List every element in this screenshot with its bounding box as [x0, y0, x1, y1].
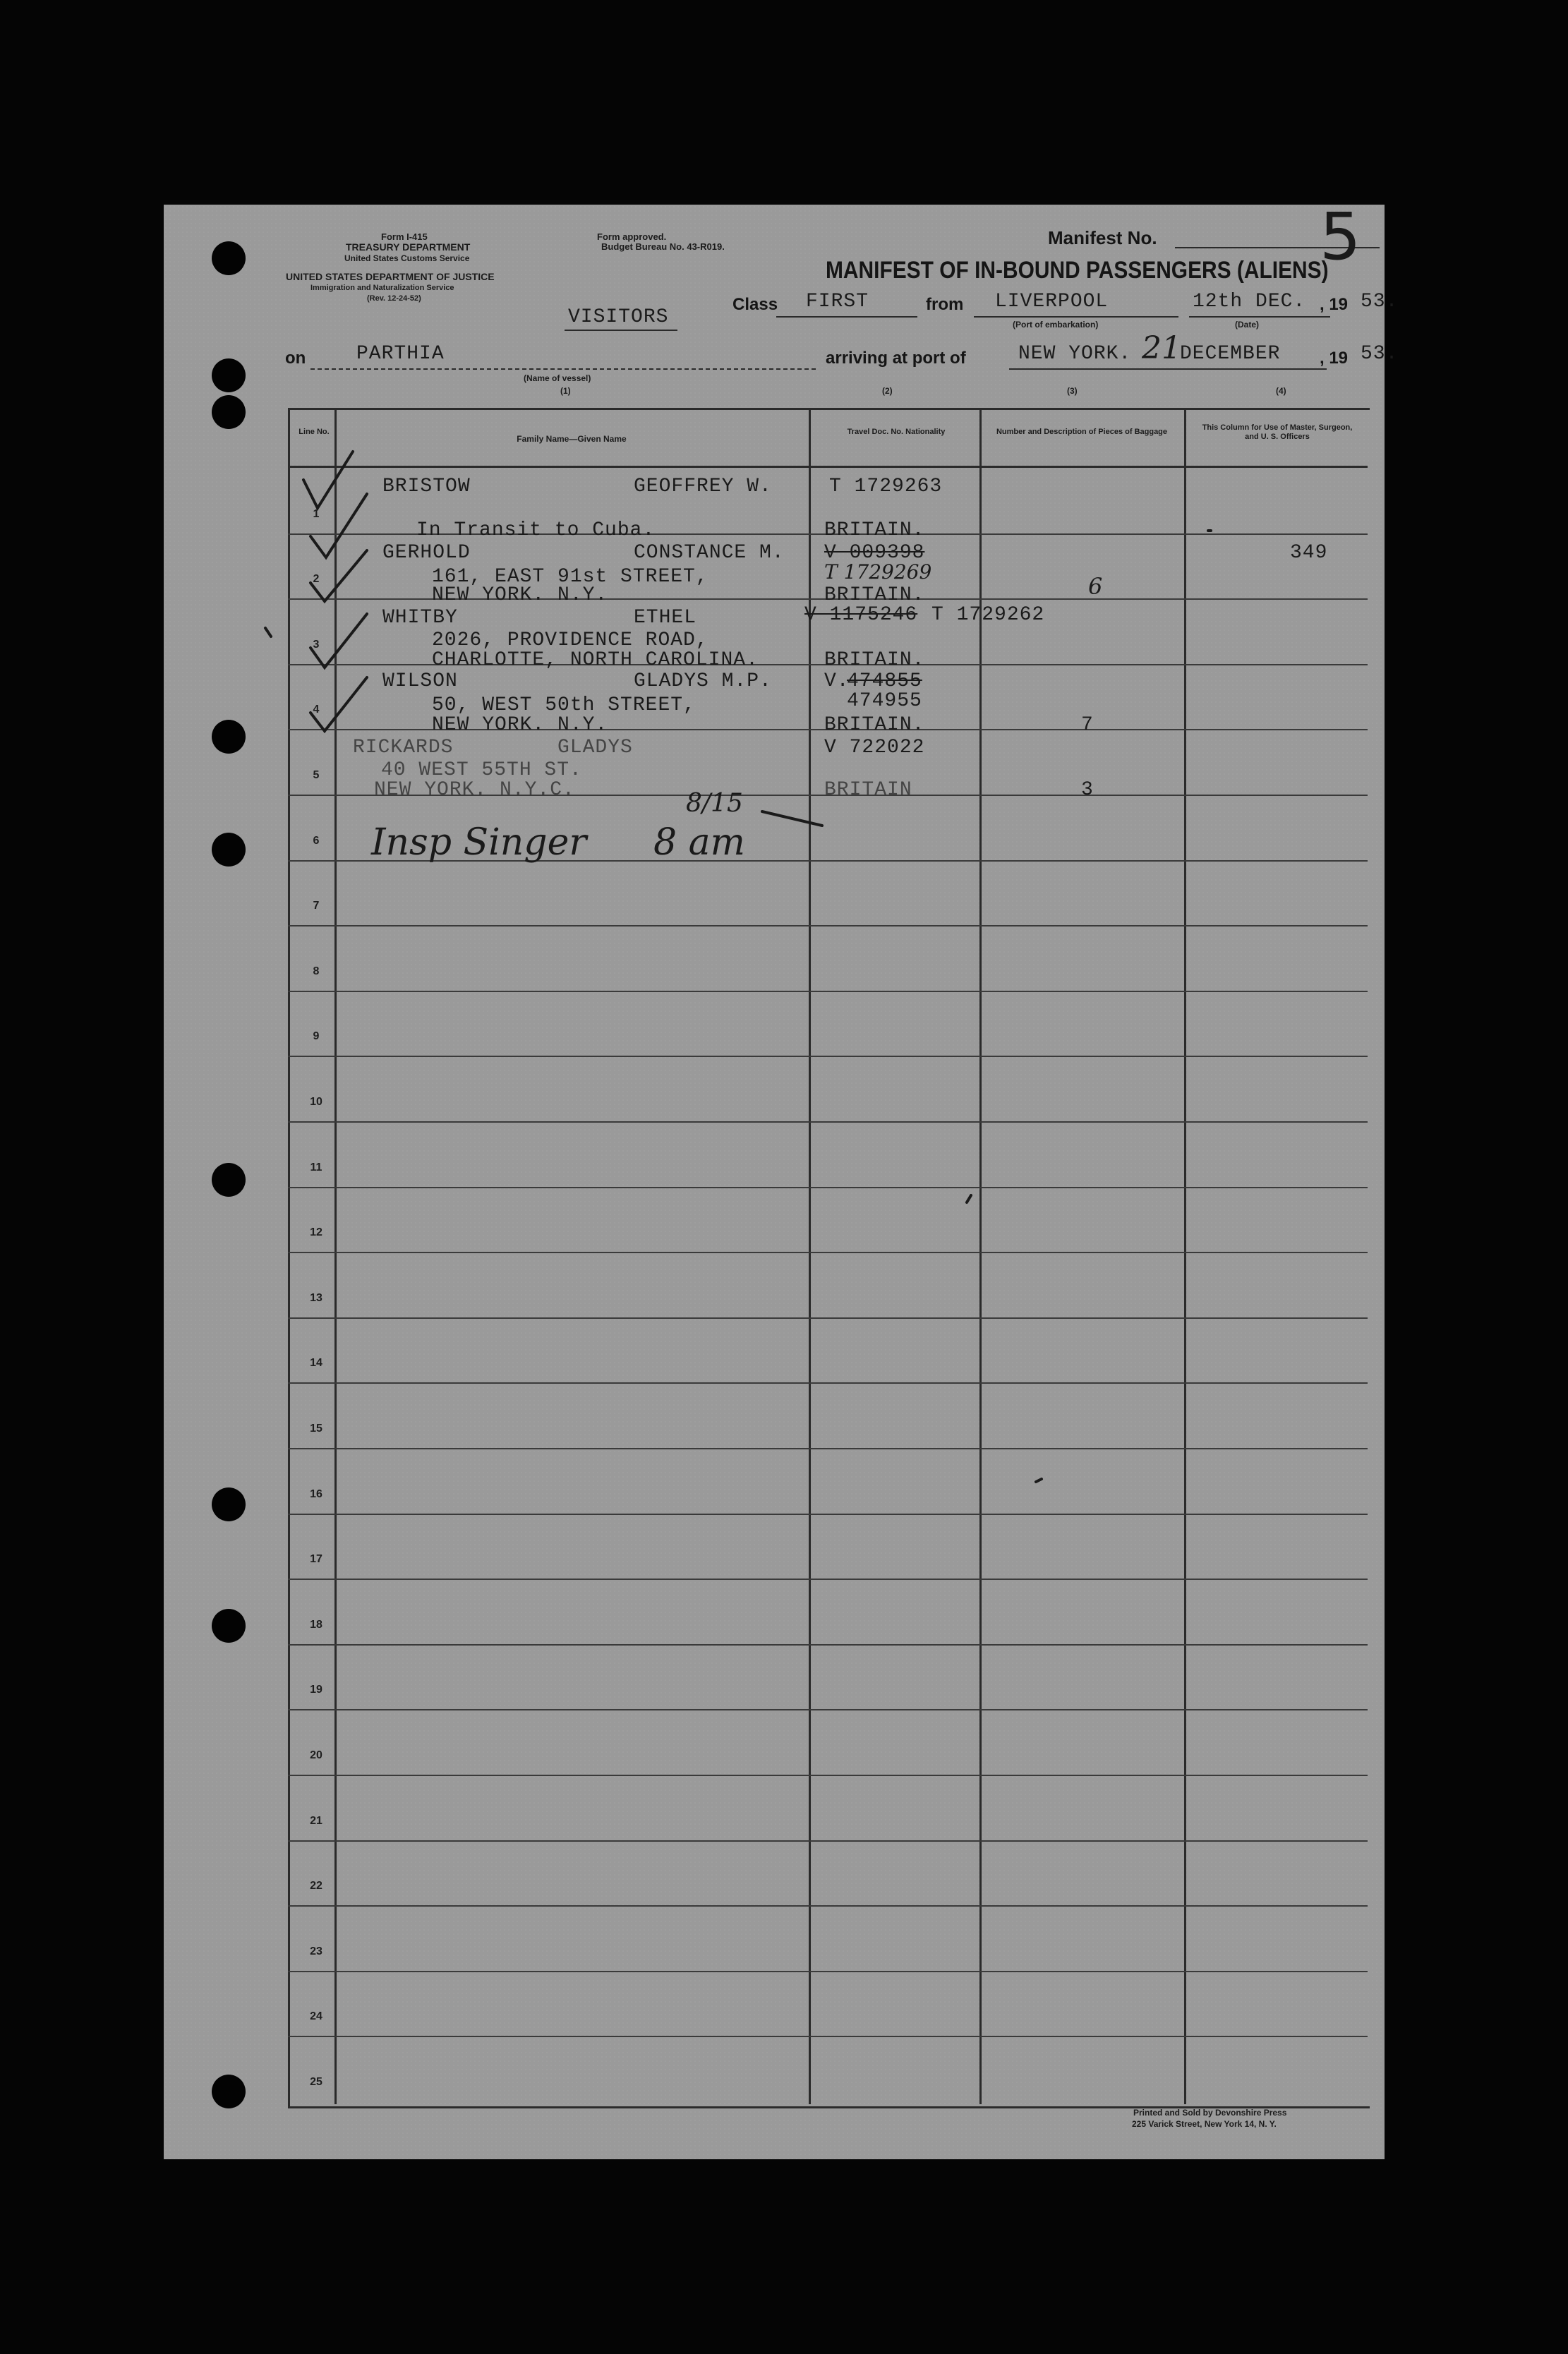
gerhold-officer-note: 349	[1290, 542, 1328, 564]
wilson-nationality: BRITAIN.	[824, 714, 925, 736]
vessel-label: (Name of vessel)	[524, 373, 591, 383]
wilson-doc-struck: 474855	[847, 670, 922, 692]
from-line	[974, 316, 1178, 318]
port-embarkation-label: (Port of embarkation)	[1013, 320, 1099, 330]
col-divider-lineno	[334, 408, 337, 2104]
rickards-family-name: RICKARDS	[353, 737, 454, 759]
budget-bureau: Budget Bureau No. 43-R019.	[601, 241, 725, 252]
wilson-travel-doc: 474955	[847, 690, 922, 712]
row-rule	[288, 991, 1368, 992]
class-value: FIRST	[806, 291, 869, 313]
class-label: Class	[732, 295, 778, 314]
col-header-travel: Travel Doc. No. Nationality	[847, 428, 946, 436]
line-number: 9	[313, 1030, 320, 1042]
rickards-address-1: 40 WEST 55TH ST.	[381, 759, 582, 781]
row-rule	[288, 925, 1368, 926]
bristow-travel-doc: T 1729263	[829, 476, 943, 497]
line-number: 5	[313, 769, 320, 781]
arrival-month: DECEMBER	[1180, 343, 1281, 365]
signature-time: 8 am	[653, 821, 745, 864]
col-header-officers: This Column for Use of Master, Surgeon, and U. S. Officers	[1202, 423, 1353, 441]
arrival-day: 21	[1142, 330, 1181, 366]
from-value: LIVERPOOL	[995, 291, 1109, 313]
printer-imprint-2: 225 Varick Street, New York 14, N. Y.	[1132, 2119, 1277, 2129]
line-number: 19	[310, 1684, 322, 1696]
ins-title: Immigration and Naturalization Service	[310, 284, 454, 292]
line-number: 24	[310, 2010, 322, 2022]
date-label: (Date)	[1235, 320, 1260, 330]
line-number: 17	[310, 1553, 322, 1565]
inspector-signature: Insp Singer	[371, 821, 587, 864]
printer-imprint-1: Printed and Sold by Devonshire Press	[1133, 2108, 1287, 2118]
row-rule	[288, 1709, 1368, 1710]
treasury-dept: TREASURY DEPARTMENT	[346, 241, 471, 253]
row-rule	[288, 1971, 1368, 1972]
visitors-underline	[565, 330, 677, 331]
gerhold-family-name: GERHOLD	[382, 542, 471, 564]
row-rule	[288, 1187, 1368, 1188]
rickards-baggage: 3	[1081, 779, 1094, 801]
whitby-family-name: WHITBY	[382, 607, 458, 629]
line-number: 23	[310, 1945, 322, 1957]
row-rule	[288, 1905, 1368, 1907]
line-number: 12	[310, 1226, 322, 1238]
line-number: 25	[310, 2076, 322, 2088]
row-rule	[288, 1056, 1368, 1057]
line-number: 18	[310, 1619, 322, 1631]
year-prefix-2: , 19	[1320, 349, 1349, 368]
line-number: 10	[310, 1096, 322, 1108]
rickards-address-2: NEW YORK. N.Y.C.	[374, 779, 575, 801]
date-value: 12th DEC.	[1193, 291, 1306, 313]
gerhold-doc-struck: V 009398	[824, 542, 925, 564]
form-number: Form I-415	[381, 231, 428, 242]
col-1-number: (1)	[560, 386, 571, 396]
bristow-note: In Transit to Cuba.	[416, 519, 656, 541]
header-bottom-rule	[288, 466, 1368, 468]
gerhold-given-name: CONSTANCE M.	[634, 542, 785, 564]
line-number: 14	[310, 1357, 322, 1369]
arrival-port: NEW YORK.	[1018, 343, 1132, 365]
from-label: from	[926, 295, 964, 314]
whitby-nationality: BRITAIN.	[824, 649, 925, 671]
col-2-number: (2)	[882, 386, 893, 396]
customs-service: United States Customs Service	[344, 253, 470, 263]
binder-hole	[212, 358, 246, 392]
whitby-address-2: CHARLOTTE, NORTH CAROLINA.	[432, 649, 759, 671]
visitors-label: VISITORS	[568, 306, 669, 328]
col-divider-name	[809, 408, 811, 2104]
date-line	[1189, 316, 1330, 318]
doj-title: UNITED STATES DEPARTMENT OF JUSTICE	[286, 271, 495, 282]
line-number: 11	[310, 1161, 322, 1173]
line-number: 2	[313, 573, 320, 585]
col-header-name: Family Name—Given Name	[517, 434, 627, 444]
arrival-line	[1009, 368, 1327, 370]
arriving-label: arriving at port of	[826, 349, 966, 368]
line-number: 6	[313, 835, 320, 847]
binder-hole	[212, 833, 246, 867]
row-rule	[288, 1644, 1368, 1646]
gerhold-nationality: BRITAIN.	[824, 584, 925, 606]
wilson-baggage: 7	[1081, 714, 1094, 736]
binder-hole	[212, 2075, 246, 2108]
on-label: on	[285, 349, 306, 368]
rickards-nationality: BRITAIN	[824, 779, 912, 801]
rickards-travel-doc: V 722022	[824, 737, 925, 759]
binder-hole	[212, 395, 246, 429]
wilson-given-name: GLADYS M.P.	[634, 670, 772, 692]
gerhold-travel-doc: T 1729269	[824, 560, 932, 584]
gerhold-address-1: 161, EAST 91st STREET,	[432, 566, 708, 588]
row-rule	[288, 1252, 1368, 1253]
revision: (Rev. 12-24-52)	[367, 294, 421, 303]
binder-hole	[212, 1609, 246, 1643]
class-line	[776, 316, 917, 318]
year-prefix-1: , 19	[1320, 295, 1349, 314]
form-approved: Form approved.	[597, 231, 667, 242]
wilson-doc-prefix: V.	[824, 670, 850, 692]
line-number: 16	[310, 1488, 322, 1500]
row-rule	[288, 1317, 1368, 1319]
line-number: 1	[313, 508, 320, 520]
line-number: 13	[310, 1292, 322, 1304]
col-4-number: (4)	[1276, 386, 1286, 396]
bristow-family-name: BRISTOW	[382, 476, 471, 497]
binder-hole	[212, 1163, 246, 1197]
vessel-value: PARTHIA	[356, 343, 445, 365]
vessel-line	[310, 368, 819, 370]
manifest-no-label: Manifest No.	[1048, 227, 1157, 248]
wilson-address-1: 50, WEST 50th STREET,	[432, 694, 696, 716]
row-rule	[288, 2036, 1368, 2037]
line-number: 21	[310, 1815, 322, 1827]
gerhold-baggage: 6	[1088, 573, 1103, 600]
line-number: 20	[310, 1749, 322, 1761]
line-number: 3	[313, 639, 320, 651]
year-value-1: 53.	[1361, 291, 1399, 313]
wilson-address-2: NEW YORK. N.Y.	[432, 714, 608, 736]
col-divider-travel	[979, 408, 982, 2104]
rickards-given-name: GLADYS	[557, 737, 633, 759]
signature-date-note: 8/15	[686, 789, 743, 818]
wilson-family-name: WILSON	[382, 670, 458, 692]
row-rule	[288, 1121, 1368, 1123]
row-rule	[288, 1775, 1368, 1776]
whitby-doc-struck: V 1175246	[804, 604, 918, 626]
line-number: 8	[313, 965, 320, 977]
col-header-baggage: Number and Description of Pieces of Baggage	[996, 428, 1168, 436]
row-rule	[288, 1448, 1368, 1449]
line-number: 7	[313, 900, 320, 912]
year-value-2: 53.	[1361, 343, 1399, 365]
whitby-given-name: ETHEL	[634, 607, 697, 629]
col-header-line-no: Line No.	[298, 428, 330, 436]
gerhold-address-2: NEW YORK. N.Y.	[432, 584, 608, 606]
manifest-title: MANIFEST OF IN-BOUND PASSENGERS (ALIENS)	[826, 257, 1329, 284]
whitby-address-1: 2026, PROVIDENCE ROAD,	[432, 629, 708, 651]
bristow-nationality: BRITAIN.	[824, 519, 925, 541]
row-rule	[288, 1382, 1368, 1384]
line-number: 22	[310, 1880, 322, 1892]
line-number: 15	[310, 1423, 322, 1435]
binder-hole	[212, 720, 246, 754]
line-number: 4	[313, 704, 320, 716]
col-3-number: (3)	[1067, 386, 1078, 396]
row-rule	[288, 1514, 1368, 1515]
binder-hole	[212, 1487, 246, 1521]
row-rule	[288, 1840, 1368, 1842]
manifest-no-value: 5	[1320, 199, 1361, 274]
binder-hole	[212, 241, 246, 275]
whitby-travel-doc: T 1729262	[931, 604, 1045, 626]
row-rule	[288, 1579, 1368, 1580]
bristow-given-name: GEOFFREY W.	[634, 476, 772, 497]
col-divider-baggage	[1184, 408, 1186, 2104]
